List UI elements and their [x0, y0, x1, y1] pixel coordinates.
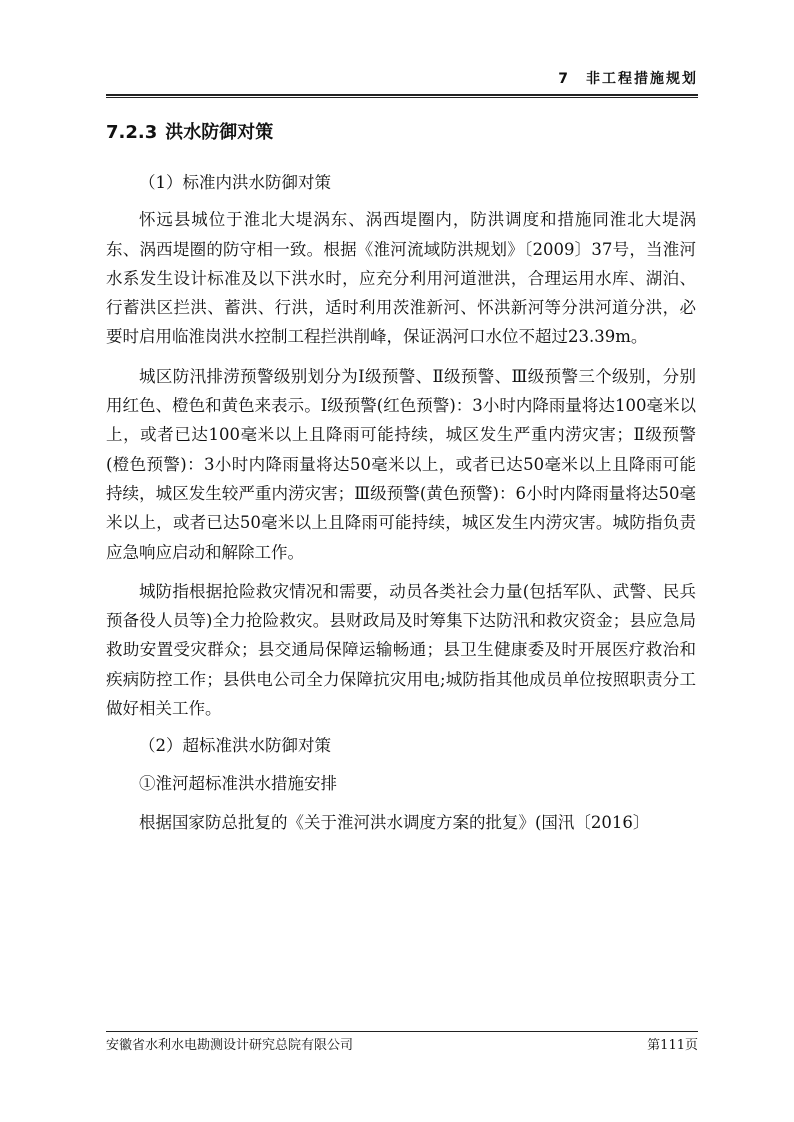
header-rule: [106, 94, 698, 96]
paragraph-dispatch-plan: 根据国家防总批复的《关于淮河洪水调度方案的批复》(国汛〔2016〕: [139, 812, 650, 832]
subheading-standard: （1）标准内洪水防御对策: [139, 173, 331, 192]
section-number: 7.2.3: [106, 122, 158, 143]
section-title: 洪水防御对策: [165, 122, 274, 143]
subheading-huai-river: ①淮河超标准洪水措施安排: [139, 773, 337, 793]
page-number: 第111页: [647, 1038, 698, 1053]
paragraph-flood-control: 怀远县城位于淮北大堤涡东、涡西堤圈内，防洪调度和措施同淮北大堤涡东、涡西堤圈的防守相一致。根据《淮河流域防洪规划》〔2009〕37号，当淮河水系发生设计标准及以下洪水时，应充分利用河道泄洪，合理运用水库、湖泊、行蓄洪区拦洪、蓄洪、行洪，适时利用茨淮新河、怀洪新河等分洪河道分洪，必要时启用临淮岗洪水控制工程拦洪削峰，保证涡河口水位不超过23.39m。: [106, 210, 696, 347]
footer-organization: 安徽省水利水电勘测设计研究总院有限公司: [106, 1038, 354, 1053]
page-footer: [106, 1034, 698, 1053]
body-text: [106, 160, 696, 837]
running-header: 7 非工程措施规划: [558, 71, 698, 87]
section-heading: [106, 118, 273, 144]
paragraph-warning-levels: 城区防汛排涝预警级别划分为Ⅰ级预警、Ⅱ级预警、Ⅲ级预警三个级别，分别用红色、橙色和黄色来表示。Ⅰ级预警(红色预警)：3小时内降雨量将达100毫米以上，或者已达100毫米以上且降雨可能持续，城区发生严重内涝灾害；Ⅱ级预警(橙色预警)：3小时内降雨量将达50毫米以上，或者已达50毫米以上且降雨可能持续，城区发生较严重内涝灾害；Ⅲ级预警(黄色预警)：6小时内降雨量将达50毫米以上，或者已达50毫米以上且降雨可能持续，城区发生内涝灾害。城防指负责应急响应启动和解除工作。: [106, 366, 696, 562]
footer-rule: [106, 1031, 698, 1032]
header-rule-thin: [106, 97, 698, 98]
paragraph-emergency-response: 城防指根据抢险救灾情况和需要，动员各类社会力量(包括军队、武警、民兵预备役人员等)全力抢险救灾。县财政局及时筹集下达防汛和救灾资金；县应急局救助安置受灾群众；县交通局保障运输畅通；县卫生健康委及时开展医疗救治和疾病防控工作；县供电公司全力保障抗灾用电;城防指其他成员单位按照职责分工做好相关工作。: [106, 581, 696, 719]
subheading-beyond-standard: （2）超标准洪水防御对策: [139, 736, 331, 756]
